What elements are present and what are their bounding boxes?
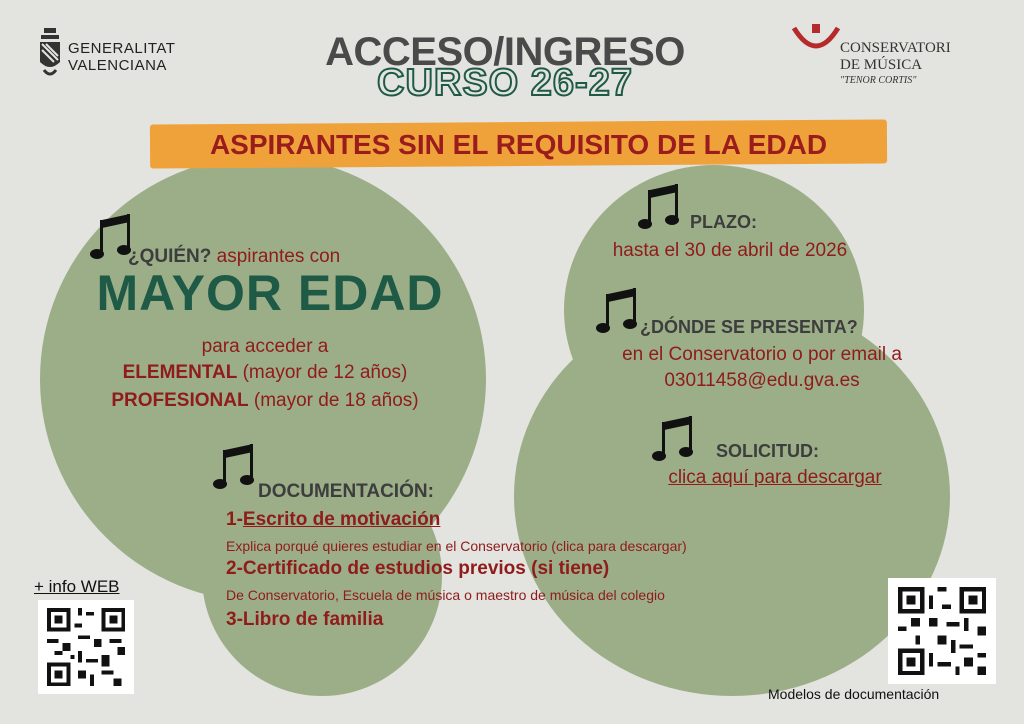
elemental-line [60, 362, 470, 384]
doc-item-2: 2-Certificado de estudios previos (si tiene) [226, 558, 610, 579]
music-note-icon [638, 182, 682, 234]
gv-name-line2: VALENCIANA [68, 57, 167, 74]
conservatori-line1: CONSERVATORI [840, 40, 951, 56]
gv-shield-icon [38, 28, 62, 82]
conservatori-line2: DE MÚSICA [840, 57, 923, 73]
doc-item-1-desc: Explica porqué quieres estudiar en el Conservatorio (clica para descargar) [226, 538, 687, 554]
music-note-icon [213, 442, 257, 494]
info-web-link[interactable]: + info WEB [34, 577, 120, 596]
banner-text: ASPIRANTES SIN EL REQUISITO DE LA EDAD [209, 129, 828, 160]
plazo-text: hasta el 30 de abril de 2026 [612, 240, 848, 261]
qr-code-modelos[interactable] [888, 578, 996, 684]
qr-code-web[interactable] [38, 600, 134, 694]
doc-item-1-number: 1- [226, 509, 243, 530]
gv-logo [38, 28, 198, 84]
documentacion-heading: DOCUMENTACIÓN: [258, 481, 434, 502]
elemental-label: ELEMENTAL [122, 362, 238, 383]
gv-name-line1: GENERALITAT [68, 40, 176, 57]
conservatori-logo-icon [790, 24, 842, 60]
qr-code-icon [888, 578, 996, 684]
donde-label: ¿DÓNDE SE PRESENTA? [640, 317, 858, 337]
doc-item-2-desc: De Conservatorio, Escuela de música o maestro de música del colegio [226, 587, 665, 603]
qr-code-icon [38, 600, 134, 694]
solicitud-label: SOLICITUD: [716, 441, 819, 461]
acceder-text: para acceder a [201, 336, 329, 357]
plazo-label: PLAZO: [690, 212, 757, 232]
music-note-icon [596, 286, 640, 338]
solicitud-download-link[interactable]: clica aquí para descargar [668, 467, 882, 488]
profesional-label: PROFESIONAL [111, 390, 249, 411]
profesional-line [60, 390, 470, 412]
conservatori-line3: "TENOR CORTIS" [840, 75, 917, 86]
modelos-documentacion-label: Modelos de documentación [768, 686, 940, 702]
conservatori-logo [788, 24, 998, 94]
donde-email: 03011458@edu.gva.es [664, 370, 860, 391]
mayor-edad-heading: MAYOR EDAD [96, 265, 444, 321]
quien-label: ¿QUIÉN? [128, 246, 212, 267]
page-title: ACCESO/INGRESO [325, 30, 685, 74]
course-subtitle: CURSO 26-27 [377, 62, 633, 104]
doc-item-1 [226, 509, 440, 531]
donde-line1: en el Conservatorio o por email a [622, 344, 902, 365]
music-note-icon [652, 414, 696, 466]
profesional-text: (mayor de 18 años) [253, 390, 419, 411]
quien-text: aspirantes con [216, 246, 341, 267]
escrito-motivacion-link[interactable]: Escrito de motivación [242, 509, 441, 530]
doc-item-3: 3-Libro de familia [226, 609, 384, 630]
elemental-text: (mayor de 12 años) [242, 362, 408, 383]
